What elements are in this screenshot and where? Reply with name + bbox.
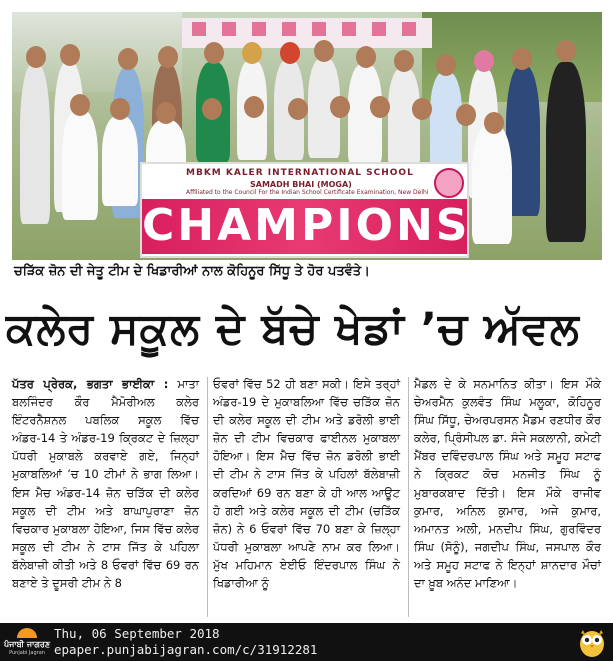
head: [288, 98, 308, 120]
head: [436, 54, 456, 76]
person: [102, 116, 138, 206]
byline: ਪੱਤਰ ਪ੍ਰੇਰਕ, ਭਗਤਾ ਭਾਈਕਾ :: [12, 377, 169, 391]
banner-title: CHAMPIONS: [142, 200, 471, 251]
head: [244, 96, 264, 118]
epaper-footer: [0, 623, 613, 661]
person: [62, 110, 98, 220]
head: [314, 40, 334, 62]
head: [26, 46, 46, 68]
photo-caption: ਚੜਿੱਕ ਜ਼ੋਨ ਦੀ ਜੇਤੂ ਟੀਮ ਦੇ ਖਿਡਾਰੀਆਂ ਨਾਲ ਕੋਹਿਨੂਰ ਸਿੱਧੂ ਤੇ ਹੋਰ ਪਤਵੰਤੇ।: [14, 264, 370, 279]
owl-icon[interactable]: [576, 626, 608, 658]
head: [394, 50, 414, 72]
column-divider: [207, 377, 208, 617]
head: [412, 98, 432, 120]
head: [280, 42, 300, 64]
brand-name: ਪੰਜਾਬੀ ਜਾਗਰਣ: [4, 640, 51, 649]
person: [20, 64, 50, 224]
head: [118, 48, 138, 70]
edition-date: Thu, 06 September 2018: [54, 626, 220, 641]
head: [70, 94, 90, 116]
head: [556, 40, 576, 62]
person: [472, 124, 512, 244]
article-column-3: ਮੈਡਲ ਦੇ ਕੇ ਸਨਮਾਨਿਤ ਕੀਤਾ। ਇਸ ਮੌਕੇ ਚੇਅਰਮੈਨ ਕੁਲਵੰਤ ਸਿੰਘ ਮਲੂਕਾ, ਕੋਹਿਨੂਰ ਸਿੰਘ ਸਿੱਧੂ, ਚੇਅਰਪਰਸਨ ਮੈਡਮ ਰਣਧੀਰ ਕੌਰ ਕਲੇਰ, ਪ੍ਰਿੰਸੀਪਲ ਡਾ. ਸੰਜੇ ਸਕਲਾਨੀ, ਕਮੇਟੀ ਮੈਂਬਰ ਦਵਿੰਦਰਪਾਲ ਸਿੰਘ ਅਤੇ ਸਮੂਹ ਸਟਾਫ ਨੇ ਕ੍ਰਿਕਟ ਕੋਚ ਮਨਜੀਤ ਸਿੰਘ ਨੂੰ ਮੁਬਾਰਕਬਾਦ ਦਿੱਤੀ। ਇਸ ਮੌਕੇ ਰਾਜੀਵ ਕੁਮਾਰ, ਅਨਿਲ ਕੁਮਾਰ, ਅਜੇ ਕੁਮਾਰ, ਅਮਾਨਤ ਅਲੀ, ਮਨਦੀਪ ਸਿੰਘ, ਗੁਰਵਿੰਦਰ ਸਿੰਘ (ਸੋਨੂੰ), ਜਗਦੀਪ ਸਿੰਘ, ਜਸਪਾਲ ਕੌਰ ਅਤੇ ਸਮੂਹ ਸਟਾਫ ਨੇ ਇਨ੍ਹਾਂ ਸ਼ਾਨਦਾਰ ਮੌਚਾਂ ਦਾ ਖ਼ੂਬ ਅਨੰਦ ਮਾਣਿਆ।: [414, 377, 601, 591]
column-divider: [408, 377, 409, 617]
head: [110, 98, 130, 120]
school-logo-icon: [434, 168, 464, 198]
team-photo: [12, 12, 602, 260]
head: [474, 50, 494, 72]
head: [330, 96, 350, 118]
person: [388, 68, 420, 168]
head: [202, 98, 222, 120]
head: [484, 112, 504, 134]
head: [512, 48, 532, 70]
headline: ਕਲੇਰ ਸਕੂਲ ਦੇ ਬੱਚੇ ਖੇਡਾਂ ’ਚ ਅੱਵਲ: [6, 304, 580, 354]
banner-header: [142, 164, 467, 198]
banner-location: SAMADH BHAI (MOGA): [250, 180, 352, 189]
punjabi-jagran-logo: [4, 626, 51, 658]
sun-icon: [17, 628, 37, 638]
head: [242, 42, 262, 64]
banner-affiliation: Affiliated to the Council For the Indian School Certificate Examination, New Delhi: [186, 189, 429, 196]
brand-subtitle: Punjabi Jagran: [9, 650, 45, 656]
person: [430, 72, 462, 172]
head: [158, 46, 178, 68]
person: [546, 62, 586, 242]
head: [356, 46, 376, 68]
head: [156, 102, 176, 124]
head: [204, 42, 224, 64]
head: [370, 96, 390, 118]
article-text-col1: ਮਾਤਾ ਬਲਜਿੰਦਰ ਕੌਰ ਮੈਮੋਰੀਅਲ ਕਲੇਰ ਇੰਟਰਨੈਸ਼ਨਲ ਪਬਲਿਕ ਸਕੂਲ ਵਿੱਚ ਅੰਡਰ-14 ਤੇ ਅੰਡਰ-19 ਕ੍ਰਿਕਟ ਦੇ ਜ਼ਿਲ੍ਹਾ ਪੱਧਰੀ ਮੁਕਾਬਲੇ ਕਰਵਾਏ ਗਏ, ਜਿਨ੍ਹਾਂ ਮੁਕਾਬਲਿਆਂ ’ਚ 10 ਟੀਮਾਂ ਨੇ ਭਾਗ ਲਿਆ। ਇਸ ਮੈਚ ਅੰਡਰ-14 ਜ਼ੋਨ ਚੜਿੱਕ ਦੀ ਕਲੇਰ ਸਕੂਲ ਦੀ ਟੀਮ ਅਤੇ ਬਾਘਾਪੁਰਾਣਾ ਜ਼ੋਨ ਵਿਚਕਾਰ ਮੁਕਾਬਲਾ ਹੋਇਆ, ਜਿਸ ਵਿੱਚ ਕਲੇਰ ਸਕੂਲ ਦੀ ਟੀਮ ਨੇ ਟਾਸ ਜਿੱਤ ਕੇ ਪਹਿਲਾ ਬੱਲੇਬਾਜ਼ੀ ਕੀਤੀ ਅਤੇ 8 ਓਵਰਾਂ ਵਿੱਚ 69 ਰਨ ਬਣਾਏ ਤੇ ਦੂਸਰੀ ਟੀਮ ਨੇ 8: [12, 377, 199, 591]
article-column-1: [12, 375, 199, 592]
cropped-previous-text: [0, 0, 613, 10]
article-body: [12, 375, 604, 620]
article-column-2: ਓਵਰਾਂ ਵਿੱਚ 52 ਹੀ ਬਣਾ ਸਕੀ। ਇਸੇ ਤਰ੍ਹਾਂ ਅੰਡਰ-19 ਦੇ ਮੁਕਾਬਲਿਆ ਵਿੱਚ ਚੜਿੱਕ ਜ਼ੋਨ ਦੀ ਕਲੇਰ ਸਕੂਲ ਦੀ ਟੀਮ ਅਤੇ ਡਰੋਲੀ ਭਾਈ ਜ਼ੋਨ ਦੀ ਟੀਮ ਵਿਚਕਾਰ ਫਾਈਨਲ ਮੁਕਾਬਲਾ ਹੋਇਆ। ਇਸ ਮੈਚ ਵਿੱਚ ਜ਼ੋਨ ਡਰੋਲੀ ਭਾਈ ਦੀ ਟੀਮ ਨੇ ਟਾਸ ਜਿੱਤ ਕੇ ਪਹਿਲਾਂ ਬੱਲੇਬਾਜ਼ੀ ਕਰਦਿਆਂ 69 ਰਨ ਬਣਾ ਕੇ ਹੀ ਆਲ ਆਊਟ ਹੋ ਗਈ ਅਤੇ ਕਲੇਰ ਸਕੂਲ ਦੀ ਟੀਮ (ਚੜਿੱਕ ਜ਼ੋਨ) ਨੇ 6 ਓਵਰਾਂ ਵਿੱਚ 70 ਬਣਾ ਕੇ ਜ਼ਿਲ੍ਹਾ ਪੱਧਰੀ ਮੁਕਾਬਲਾ ਆਪਣੇ ਨਾਮ ਕਰ ਲਿਆ। ਮੁੱਖ ਮਹਿਮਾਨ ਏਈਓ ਇੰਦਰਪਾਲ ਸਿੰਘ ਨੇ ਖਿਡਾਰੀਆ ਨੂੰ: [213, 377, 400, 591]
banner-school-name: MBKM KALER INTERNATIONAL SCHOOL: [186, 168, 414, 178]
head: [60, 44, 80, 66]
epaper-url[interactable]: epaper.punjabijagran.com/c/31912281: [54, 642, 318, 657]
champions-banner: [140, 162, 469, 258]
head: [456, 104, 476, 126]
